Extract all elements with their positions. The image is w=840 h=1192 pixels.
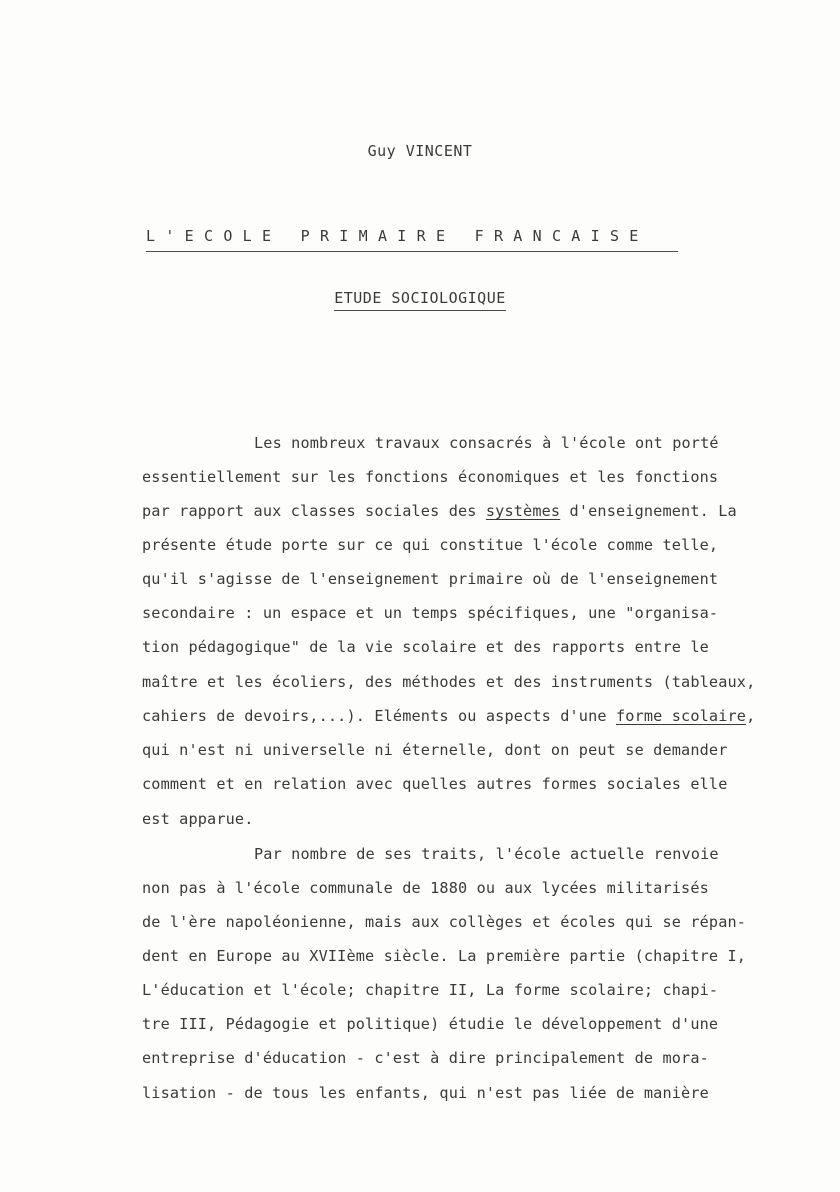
paragraph-2-line-1: Par nombre de ses traits, l'école actuelle renvoie: [254, 845, 719, 863]
paragraph-2-line-5: L'éducation et l'école; chapitre II, La forme scolaire; chapi-: [142, 981, 719, 999]
paragraph-1-line-8: maître et les écoliers, des méthodes et des instruments (tableaux,: [142, 673, 756, 691]
paragraph-1-line-4: présente étude porte sur ce qui constitue l'école comme telle,: [142, 536, 719, 554]
subtitle-text: ETUDE SOCIOLOGIQUE: [334, 289, 506, 311]
paragraph-1-line-12: est apparue.: [142, 810, 254, 828]
document-subtitle: [0, 289, 840, 307]
paragraph-2-line-8: lisation - de tous les enfants, qui n'est pas liée de manière: [142, 1084, 709, 1102]
author-name: Guy VINCENT: [367, 142, 473, 160]
paragraph-2-line-4: dent en Europe au XVIIème siècle. La première partie (chapitre I,: [142, 947, 747, 965]
text-run: cahiers de devoirs,...). Eléments ou aspects d'une: [142, 707, 616, 725]
text-run: par rapport aux classes sociales des: [142, 502, 486, 520]
paragraph-1-line-11: comment et en relation avec quelles autres formes sociales elle: [142, 775, 728, 793]
paragraph-1-line-10: qui n'est ni universelle ni éternelle, dont on peut se demander: [142, 741, 728, 759]
underlined-term: systèmes: [485, 502, 561, 520]
paragraph-1-line-5: qu'il s'agisse de l'enseignement primaire où de l'enseignement: [142, 570, 719, 588]
text-run: ,: [746, 707, 756, 725]
document-title: L'ECOLE PRIMAIRE FRANCAISE: [146, 227, 678, 252]
paragraph-1-line-3: [142, 502, 737, 520]
underlined-term: forme scolaire: [615, 707, 747, 725]
paragraph-2-line-2: non pas à l'école communale de 1880 ou aux lycées militarisés: [142, 879, 709, 897]
paragraph-2-line-7: entreprise d'éducation - c'est à dire principalement de mora-: [142, 1049, 709, 1067]
paragraph-1-line-9: [142, 707, 755, 725]
paragraph-1-line-6: secondaire : un espace et un temps spécifiques, une "organisa-: [142, 604, 719, 622]
text-run: d'enseignement. La: [560, 502, 737, 520]
paragraph-1-line-2: essentiellement sur les fonctions économiques et les fonctions: [142, 468, 719, 486]
paragraph-2-line-3: de l'ère napoléonienne, mais aux collèges et écoles qui se répan-: [142, 913, 747, 931]
paragraph-2-line-6: tre III, Pédagogie et politique) étudie le développement d'une: [142, 1015, 719, 1033]
paragraph-1-line-7: tion pédagogique" de la vie scolaire et des rapports entre le: [142, 638, 709, 656]
paragraph-1-line-1: Les nombreux travaux consacrés à l'école ont porté: [254, 434, 719, 452]
